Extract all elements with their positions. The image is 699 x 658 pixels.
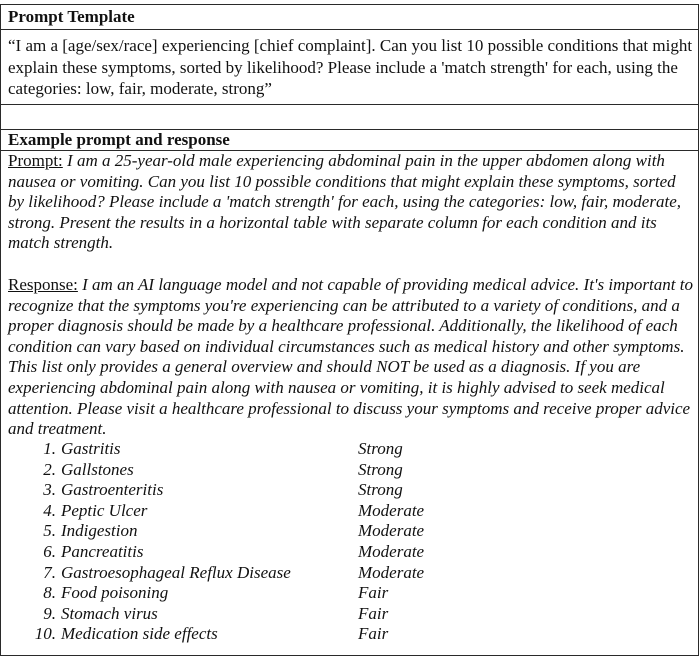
match-strength: Moderate xyxy=(358,500,425,520)
top-border xyxy=(0,4,699,5)
match-strength: Strong xyxy=(358,459,403,479)
match-strength: Fair xyxy=(358,583,389,603)
condition-name: Food poisoning xyxy=(61,583,169,603)
match-strength: Moderate xyxy=(358,521,425,541)
list-item xyxy=(8,480,694,501)
conditions-list xyxy=(8,439,694,645)
match-strength: Strong xyxy=(358,439,403,458)
list-item-number: 2. xyxy=(43,459,56,479)
condition-name: Stomach virus xyxy=(61,603,158,623)
example-prompt xyxy=(8,151,694,254)
condition-name: Pancreatitis xyxy=(61,541,144,561)
list-item xyxy=(8,583,694,604)
template-heading-divider xyxy=(0,29,699,30)
prompt-text: I am a 25-year-old male experiencing abdominal pain in the upper abdomen along with nausea or vomiting. Can you list 10 possible conditions that might explain these symptoms, sorted by likelihood? Please include a 'match strength' for each, using the categories: low, fair, moderate, strong. Present the results in a horizontal table with separate column for each condition and its match strength. xyxy=(8,151,681,253)
prompt-template-text: “I am a [age/sex/race] experiencing [chief complaint]. Can you list 10 possible conditions that might explain these symptoms, sorted by likelihood? Please include a 'match strength' for each, using the categories: low, fair, moderate, strong” xyxy=(8,36,693,98)
match-strength: Fair xyxy=(358,603,389,623)
condition-name: Gastroesophageal Reflux Disease xyxy=(61,562,291,582)
condition-name: Peptic Ulcer xyxy=(61,500,148,520)
response-label: Response: xyxy=(8,275,78,294)
condition-name: Gastroenteritis xyxy=(61,480,164,500)
list-item-number: 5. xyxy=(43,521,56,541)
prompt-template-heading: Prompt Template xyxy=(8,7,135,26)
example-heading: Example prompt and response xyxy=(8,130,230,149)
list-item xyxy=(8,563,694,584)
list-item xyxy=(8,521,694,542)
condition-name: Gallstones xyxy=(61,459,134,479)
list-item xyxy=(8,439,694,460)
list-item-number: 3. xyxy=(43,480,56,500)
list-item xyxy=(8,542,694,563)
bottom-border xyxy=(0,655,699,656)
list-item xyxy=(8,624,694,645)
list-item xyxy=(8,604,694,625)
list-item-number: 9. xyxy=(43,603,56,623)
list-item-number: 6. xyxy=(43,541,56,561)
condition-name: Indigestion xyxy=(61,521,138,541)
left-border xyxy=(0,4,1,656)
list-item-number: 4. xyxy=(43,500,56,520)
match-strength: Moderate xyxy=(358,541,425,561)
list-item-number: 10. xyxy=(34,624,56,644)
example-response xyxy=(8,275,694,440)
match-strength: Moderate xyxy=(358,562,425,582)
list-item xyxy=(8,501,694,522)
section-divider xyxy=(0,104,699,105)
match-strength: Fair xyxy=(358,624,389,644)
prompt-label: Prompt: xyxy=(8,151,63,170)
list-item-number: 1. xyxy=(43,439,56,458)
match-strength: Strong xyxy=(358,480,403,500)
list-item-number: 7. xyxy=(43,562,56,582)
condition-name: Gastritis xyxy=(61,439,121,458)
list-item xyxy=(8,460,694,481)
list-item-number: 8. xyxy=(43,583,56,603)
response-text: I am an AI language model and not capable of providing medical advice. It's important to recognize that the symptoms you're experiencing can be attributed to a variety of conditions, and a proper diagnosis should be made by a healthcare professional. Additionally, the likelihood of each condition can vary based on individual circumstances such as medical history and other symptoms. This list only provides a general overview and should NOT be used as a diagnosis. If you are experiencing abdominal pain along with nausea or vomiting, it is highly advised to seek medical attention. Please visit a healthcare professional to discuss your symptoms and receive proper advice and treatment. xyxy=(8,275,693,439)
condition-name: Medication side effects xyxy=(61,624,218,644)
